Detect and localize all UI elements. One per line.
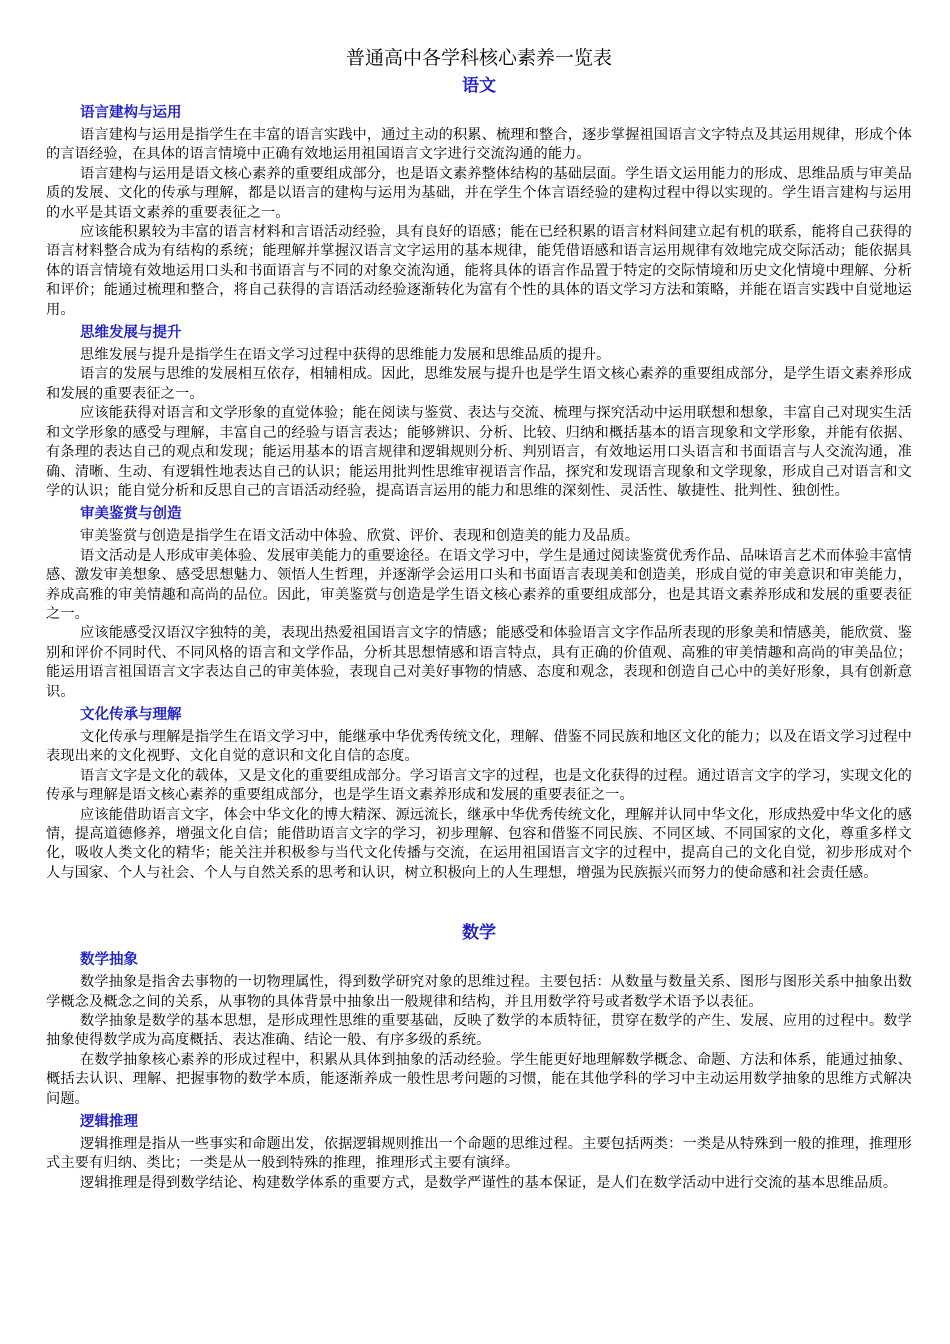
- paragraph: 语言建构与运用是语文核心素养的重要组成部分，也是语文素养整体结构的基础层面。学生语文运用能力的形成、思维品质与审美品质的发展、文化的传承与理解，都是以语言的建构与运用为基础，并在学生个体言语经验的建构过程中得以实现的。学生语言建构与运用的水平是其语文素养的重要表征之一。: [46, 165, 912, 221]
- section-aesthetic-appreciation: [46, 501, 912, 702]
- paragraph: 应该能感受汉语汉字独特的美，表现出热爱祖国语言文字的情感；能感受和体验语言文字作品所表现的形象美和情感美，能欣赏、鉴别和评价不同时代、不同风格的语言和文学作品，分析其思想情感和语言特点，具有正确的价值观、高雅的审美情趣和高尚的审美品位；能运用语言祖国语言文字表达自己的审美体验，表现自己对美好事物的情感、态度和观念，表现和创造自己心中的美好形象，具有创新意识。: [46, 625, 912, 700]
- paragraph: 数学抽象是数学的基本思想，是形成理性思维的重要基础，反映了数学的本质特征，贯穿在数学的产生、发展、应用的过程中。数学抽象使得数学成为高度概括、表达准确、结论一般、有序多级的系统。: [46, 1013, 912, 1049]
- paragraph: 语文活动是人形成审美体验、发展审美能力的重要途径。在语文学习中，学生是通过阅读鉴赏优秀作品、品味语言艺术而体验丰富情感、激发审美想象、感受思想魅力、领悟人生哲理，并逐渐学会运用口头和书面语言表现美和创造美，形成自觉的审美意识和审美能力，养成高雅的审美情趣和高尚的品位。因此，审美鉴赏与创造是学生语文核心素养的重要组成部分，也是其语文素养形成和发展的重要表征之一。: [46, 547, 912, 622]
- paragraph: 语言文字是文化的载体，又是文化的重要组成部分。学习语言文字的过程，也是文化获得的过程。通过语言文字的学习，实现文化的传承与理解是语文核心素养的重要组成部分，也是学生语文素养形成和发展的重要表征之一。: [46, 767, 912, 804]
- document-page: [46, 44, 912, 1193]
- paragraph: 语言建构与运用是指学生在丰富的语言实践中，通过主动的积累、梳理和整合，逐步掌握祖国语言文字特点及其运用规律，形成个体的言语经验，在具体的语言情境中正确有效地运用祖国语言文字进行交流沟通的能力。: [46, 127, 912, 163]
- section-math-abstraction: [46, 947, 912, 1109]
- section-spacer: [46, 883, 912, 919]
- paragraph: 应该能积累较为丰富的语言材料和言语活动经验，具有良好的语感；能在已经积累的语言材料间建立起有机的联系，能将自己获得的语言材料整合成为有结构的系统；能理解并掌握汉语言文字运用的基本规律，能凭借语感和语言运用规律有效地完成交际活动；能依据具体的语言情境有效地运用口头和书面语言与不同的对象交流沟通，能将具体的语言作品置于特定的交际情境和历史文化情境中理解、分析和评价；能通过梳理和整合，将自己获得的言语活动经验逐渐转化为富有个性的具体的语文学习方法和策略，并能在语言实践中自觉地运用。: [46, 224, 912, 318]
- paragraph: 数学抽象是指舍去事物的一切物理属性，得到数学研究对象的思维过程。主要包括：从数量与数量关系、图形与图形关系中抽象出数学概念及概念之间的关系，从事物的具体背景中抽象出一般规律和结构，并且用数学符号或者数学术语予以表征。: [46, 974, 912, 1010]
- section-cultural-inheritance: [46, 702, 912, 883]
- section-heading: 数学抽象: [80, 952, 138, 969]
- section-heading: 文化传承与理解: [80, 706, 182, 723]
- paragraph: 审美鉴赏与创造是指学生在语文活动中体验、欣赏、评价、表现和创造美的能力及品质。: [80, 528, 640, 545]
- paragraph: 文化传承与理解是指学生在语文学习中，能继承中华优秀传统文化，理解、借鉴不同民族和地区文化的能力；以及在语文学习过程中表现出来的文化视野、文化自觉的意识和文化自信的态度。: [46, 728, 912, 765]
- subject-title: 数学: [462, 923, 496, 944]
- subject-math: [46, 919, 912, 1193]
- paragraph: 语言的发展与思维的发展相互依存，相辅相成。因此，思维发展与提升也是学生语文核心素养的重要组成部分，是学生语文素养形成和发展的重要表征之一。: [46, 366, 912, 402]
- paragraph: 逻辑推理是指从一些事实和命题出发，依据逻辑规则推出一个命题的思维过程。主要包括两类：一类是从特殊到一般的推理，推理形式主要有归纳、类比；一类是从一般到特殊的推理，推理形式主要有演绎。: [46, 1136, 912, 1172]
- section-thinking-development: [46, 320, 912, 501]
- section-heading: 语言建构与运用: [80, 105, 182, 121]
- paragraph: 逻辑推理是得到数学结论、构建数学体系的重要方式，是数学严谨性的基本保证，是人们在数学活动中进行交流的基本思维品质。: [80, 1174, 898, 1191]
- section-logical-reasoning: [46, 1109, 912, 1193]
- section-heading: 审美鉴赏与创造: [80, 506, 182, 523]
- subject-chinese: [46, 72, 912, 883]
- section-language-construction: [46, 100, 912, 320]
- paragraph: 在数学抽象核心素养的形成过程中，积累从具体到抽象的活动经验。学生能更好地理解数学概念、命题、方法和体系，能通过抽象、概括去认识、理解、把握事物的数学本质，能逐渐养成一般性思考问题的习惯，能在其他学科的学习中主动运用数学抽象的思维方式解决问题。: [46, 1051, 912, 1107]
- document-title: 普通高中各学科核心素养一览表: [345, 47, 612, 69]
- paragraph: 思维发展与提升是指学生在语文学习过程中获得的思维能力发展和思维品质的提升。: [80, 347, 611, 364]
- paragraph: 应该能获得对语言和文学形象的直觉体验；能在阅读与鉴赏、表达与交流、梳理与探究活动中运用联想和想象，丰富自己对现实生活和文学形象的感受与理解，丰富自己的经验与语言表达；能够辨识、分析、比较、归纳和概括基本的语言现象和文学形象，并能有依据、有条理的表达自己的观点和发现；能运用基本的语言规律和逻辑规则分析、判别语言，有效地运用口头语言和书面语言与人交流沟通，准确、清晰、生动、有逻辑性地表达自己的认识；能运用批判性思维审视语言作品，探究和发现语言现象和文学现象，形成自己对语言和文学的认识；能自觉分析和反思自己的言语活动经验，提高语言运用的能力和思维的深刻性、灵活性、敏捷性、批判性、独创性。: [46, 405, 912, 499]
- section-heading: 思维发展与提升: [80, 325, 182, 342]
- subject-title: 语文: [462, 76, 496, 96]
- paragraph: 应该能借助语言文字，体会中华文化的博大精深、源远流长，继承中华优秀传统文化，理解并认同中华文化，形成热爱中华文化的感情，提高道德修养，增强文化自信；能借助语言文字的学习，初步理解、包容和借鉴不同民族、不同区域、不同国家的文化，尊重多样文化，吸收人类文化的精华；能关注并积极参与当代文化传播与交流，在运用祖国语言文字的过程中，提高自己的文化自觉，初步形成对个人与国家、个人与社会、个人与自然关系的思考和认识，树立积极向上的人生理想，增强为民族振兴而努力的使命感和社会责任感。: [46, 806, 912, 881]
- section-heading: 逻辑推理: [80, 1114, 138, 1131]
